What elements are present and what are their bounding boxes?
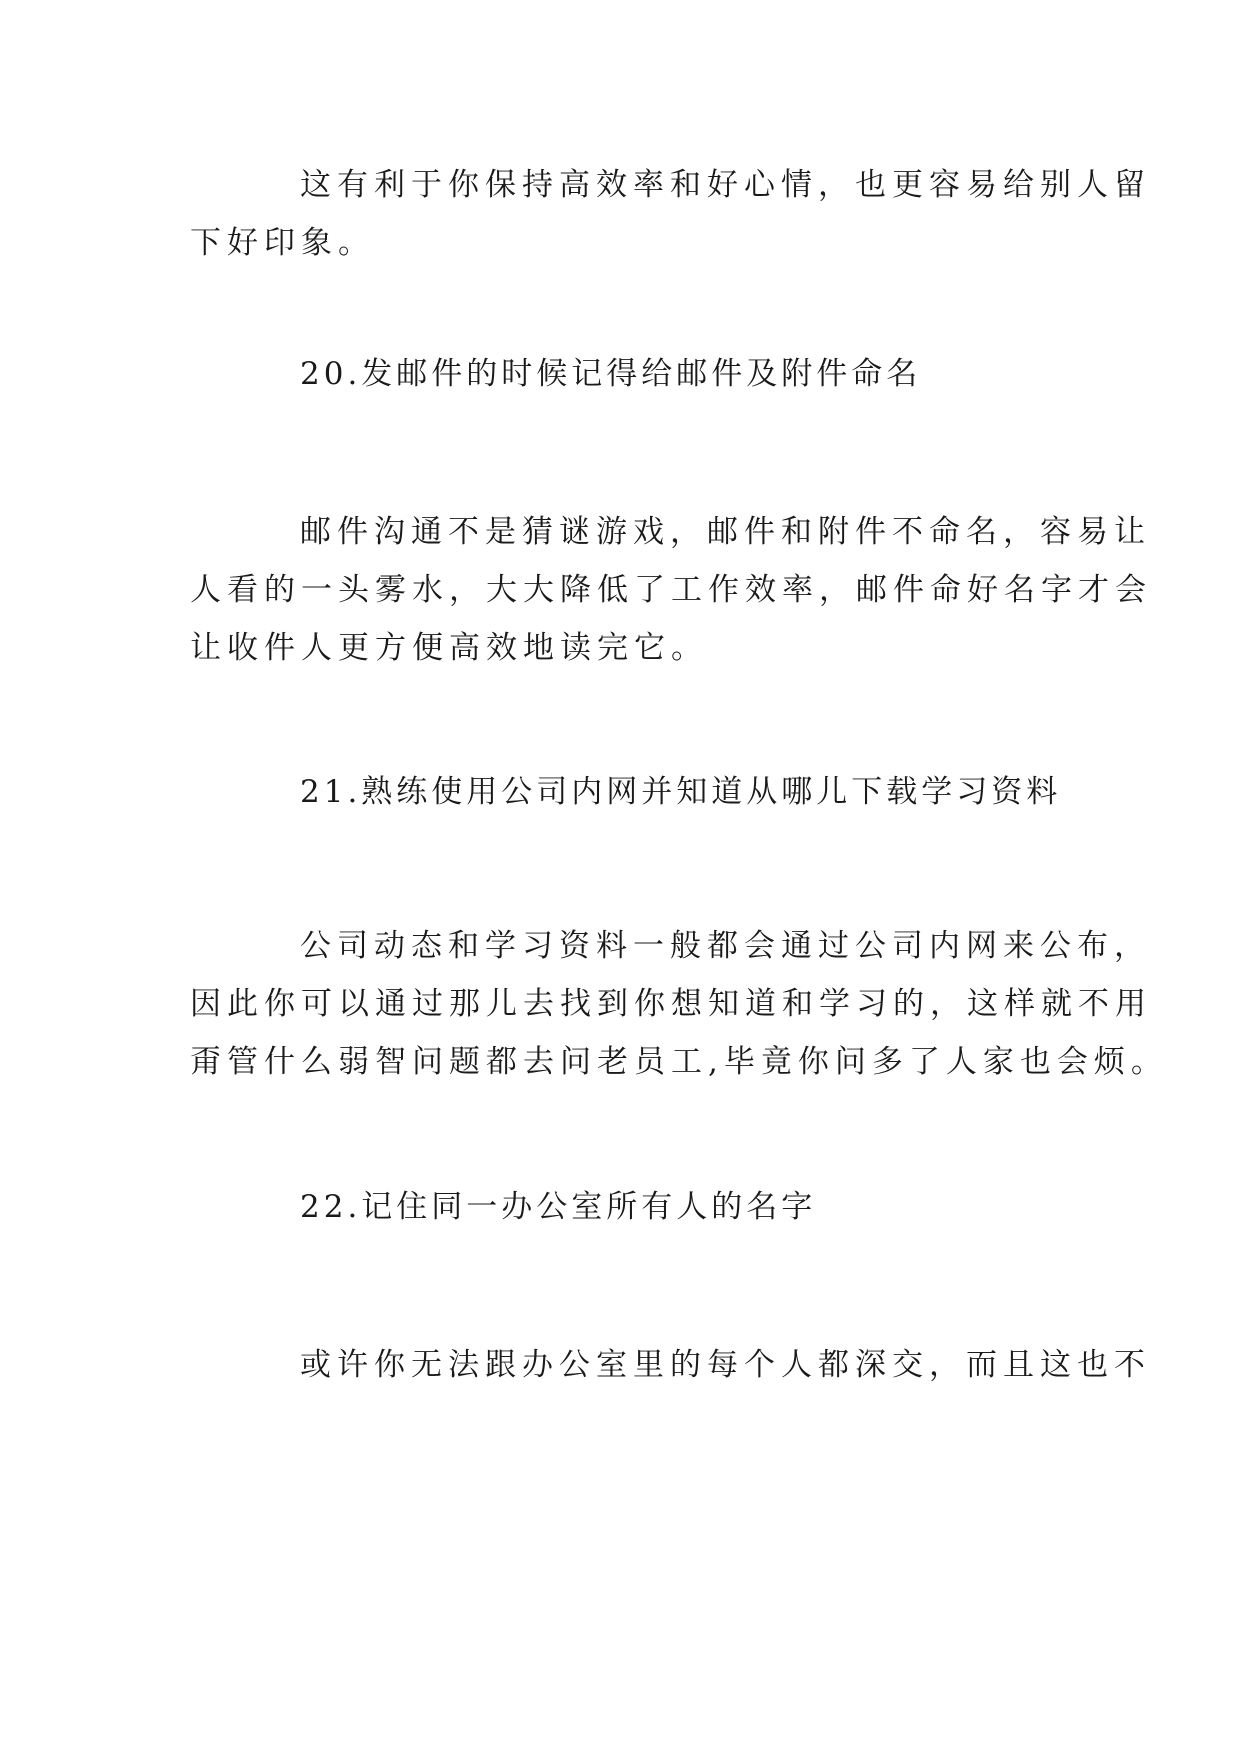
paragraph-line: 甭管什么弱智问题都去问老员工,毕竟你问多了人家也会烦。 (190, 1044, 1168, 1080)
paragraph-line: 人看的一头雾水，大大降低了工作效率，邮件命好名字才会 (190, 572, 1152, 608)
paragraph-line: 公司动态和学习资料一般都会通过公司内网来公布， (300, 928, 1151, 964)
section-heading-21: 21.熟练使用公司内网并知道从哪儿下载学习资料 (300, 774, 1062, 810)
section-heading-22: 22.记住同一办公室所有人的名字 (300, 1189, 817, 1225)
paragraph-line: 因此你可以通过那儿去找到你想知道和学习的，这样就不用 (190, 986, 1152, 1022)
paragraph-line: 让收件人更方便高效地读完它。 (190, 630, 708, 666)
paragraph-line: 邮件沟通不是猜谜游戏，邮件和附件不命名，容易让 (300, 514, 1151, 550)
section-heading-20: 20.发邮件的时候记得给邮件及附件命名 (300, 356, 922, 392)
paragraph-line: 或许你无法跟办公室里的每个人都深交，而且这也不 (300, 1347, 1151, 1383)
paragraph-line: 这有利于你保持高效率和好心情，也更容易给别人留 (300, 167, 1151, 203)
paragraph-line: 下好印象。 (190, 225, 375, 261)
